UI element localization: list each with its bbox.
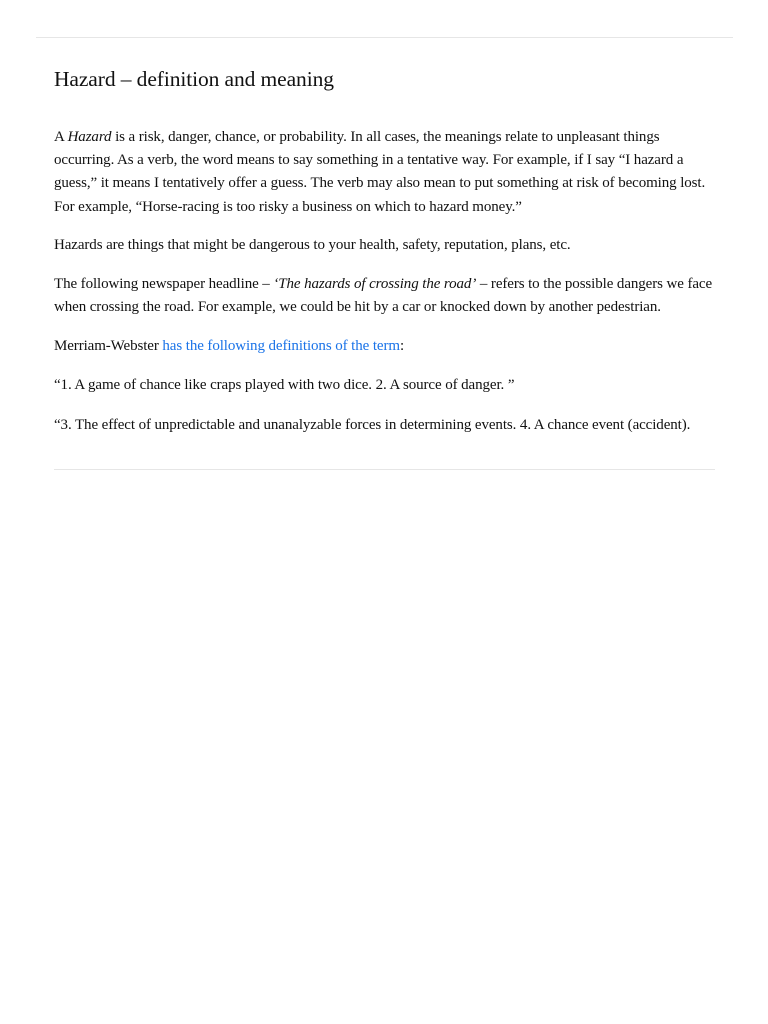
paragraph-text: – refers to the possible dangers we face when crossing the road. For example, we could be hit by a car or knocked down by another pedestrian. — [54, 276, 713, 316]
bottom-divider — [54, 469, 715, 470]
paragraph-hazards: Hazards are things that might be dangerous to your health, safety, reputation, plans, etc. — [54, 236, 571, 253]
paragraph-headline — [54, 273, 718, 319]
paragraph-text: Merriam-Webster — [54, 338, 163, 355]
headline-quote: ‘The hazards of crossing the road’ — [273, 276, 477, 293]
definitions-link[interactable]: has the following definitions of the term — [162, 338, 400, 355]
term-hazard: Hazard — [67, 129, 112, 145]
paragraph-merriam-webster — [54, 335, 718, 358]
top-divider — [36, 37, 733, 38]
paragraph-definition — [54, 126, 718, 219]
definition-quote-1: “1. A game of chance like craps played with two dice. 2. A source of danger. ” — [54, 376, 515, 393]
paragraph-text: A — [54, 129, 68, 145]
article — [54, 64, 718, 437]
article-title: Hazard – definition and meaning — [54, 67, 334, 91]
paragraph-text: : — [399, 338, 405, 355]
definition-quote-2: “3. The effect of unpredictable and unanalyzable forces in determining events. 4. A chance event (accident). — [54, 416, 691, 433]
paragraph-text: is a risk, danger, chance, or probability. In all cases, the meanings relate to unpleasant things occurring. As a verb, the word means to say something in a tentative way. For example, if I say “I hazard a guess,” it means I tentatively offer a guess. The verb may also mean to put something at risk of becoming lost. For example, “Horse-racing is too risky a business on which to hazard money.” — [54, 129, 706, 215]
paragraph-text: The following newspaper headline – — [54, 276, 274, 293]
